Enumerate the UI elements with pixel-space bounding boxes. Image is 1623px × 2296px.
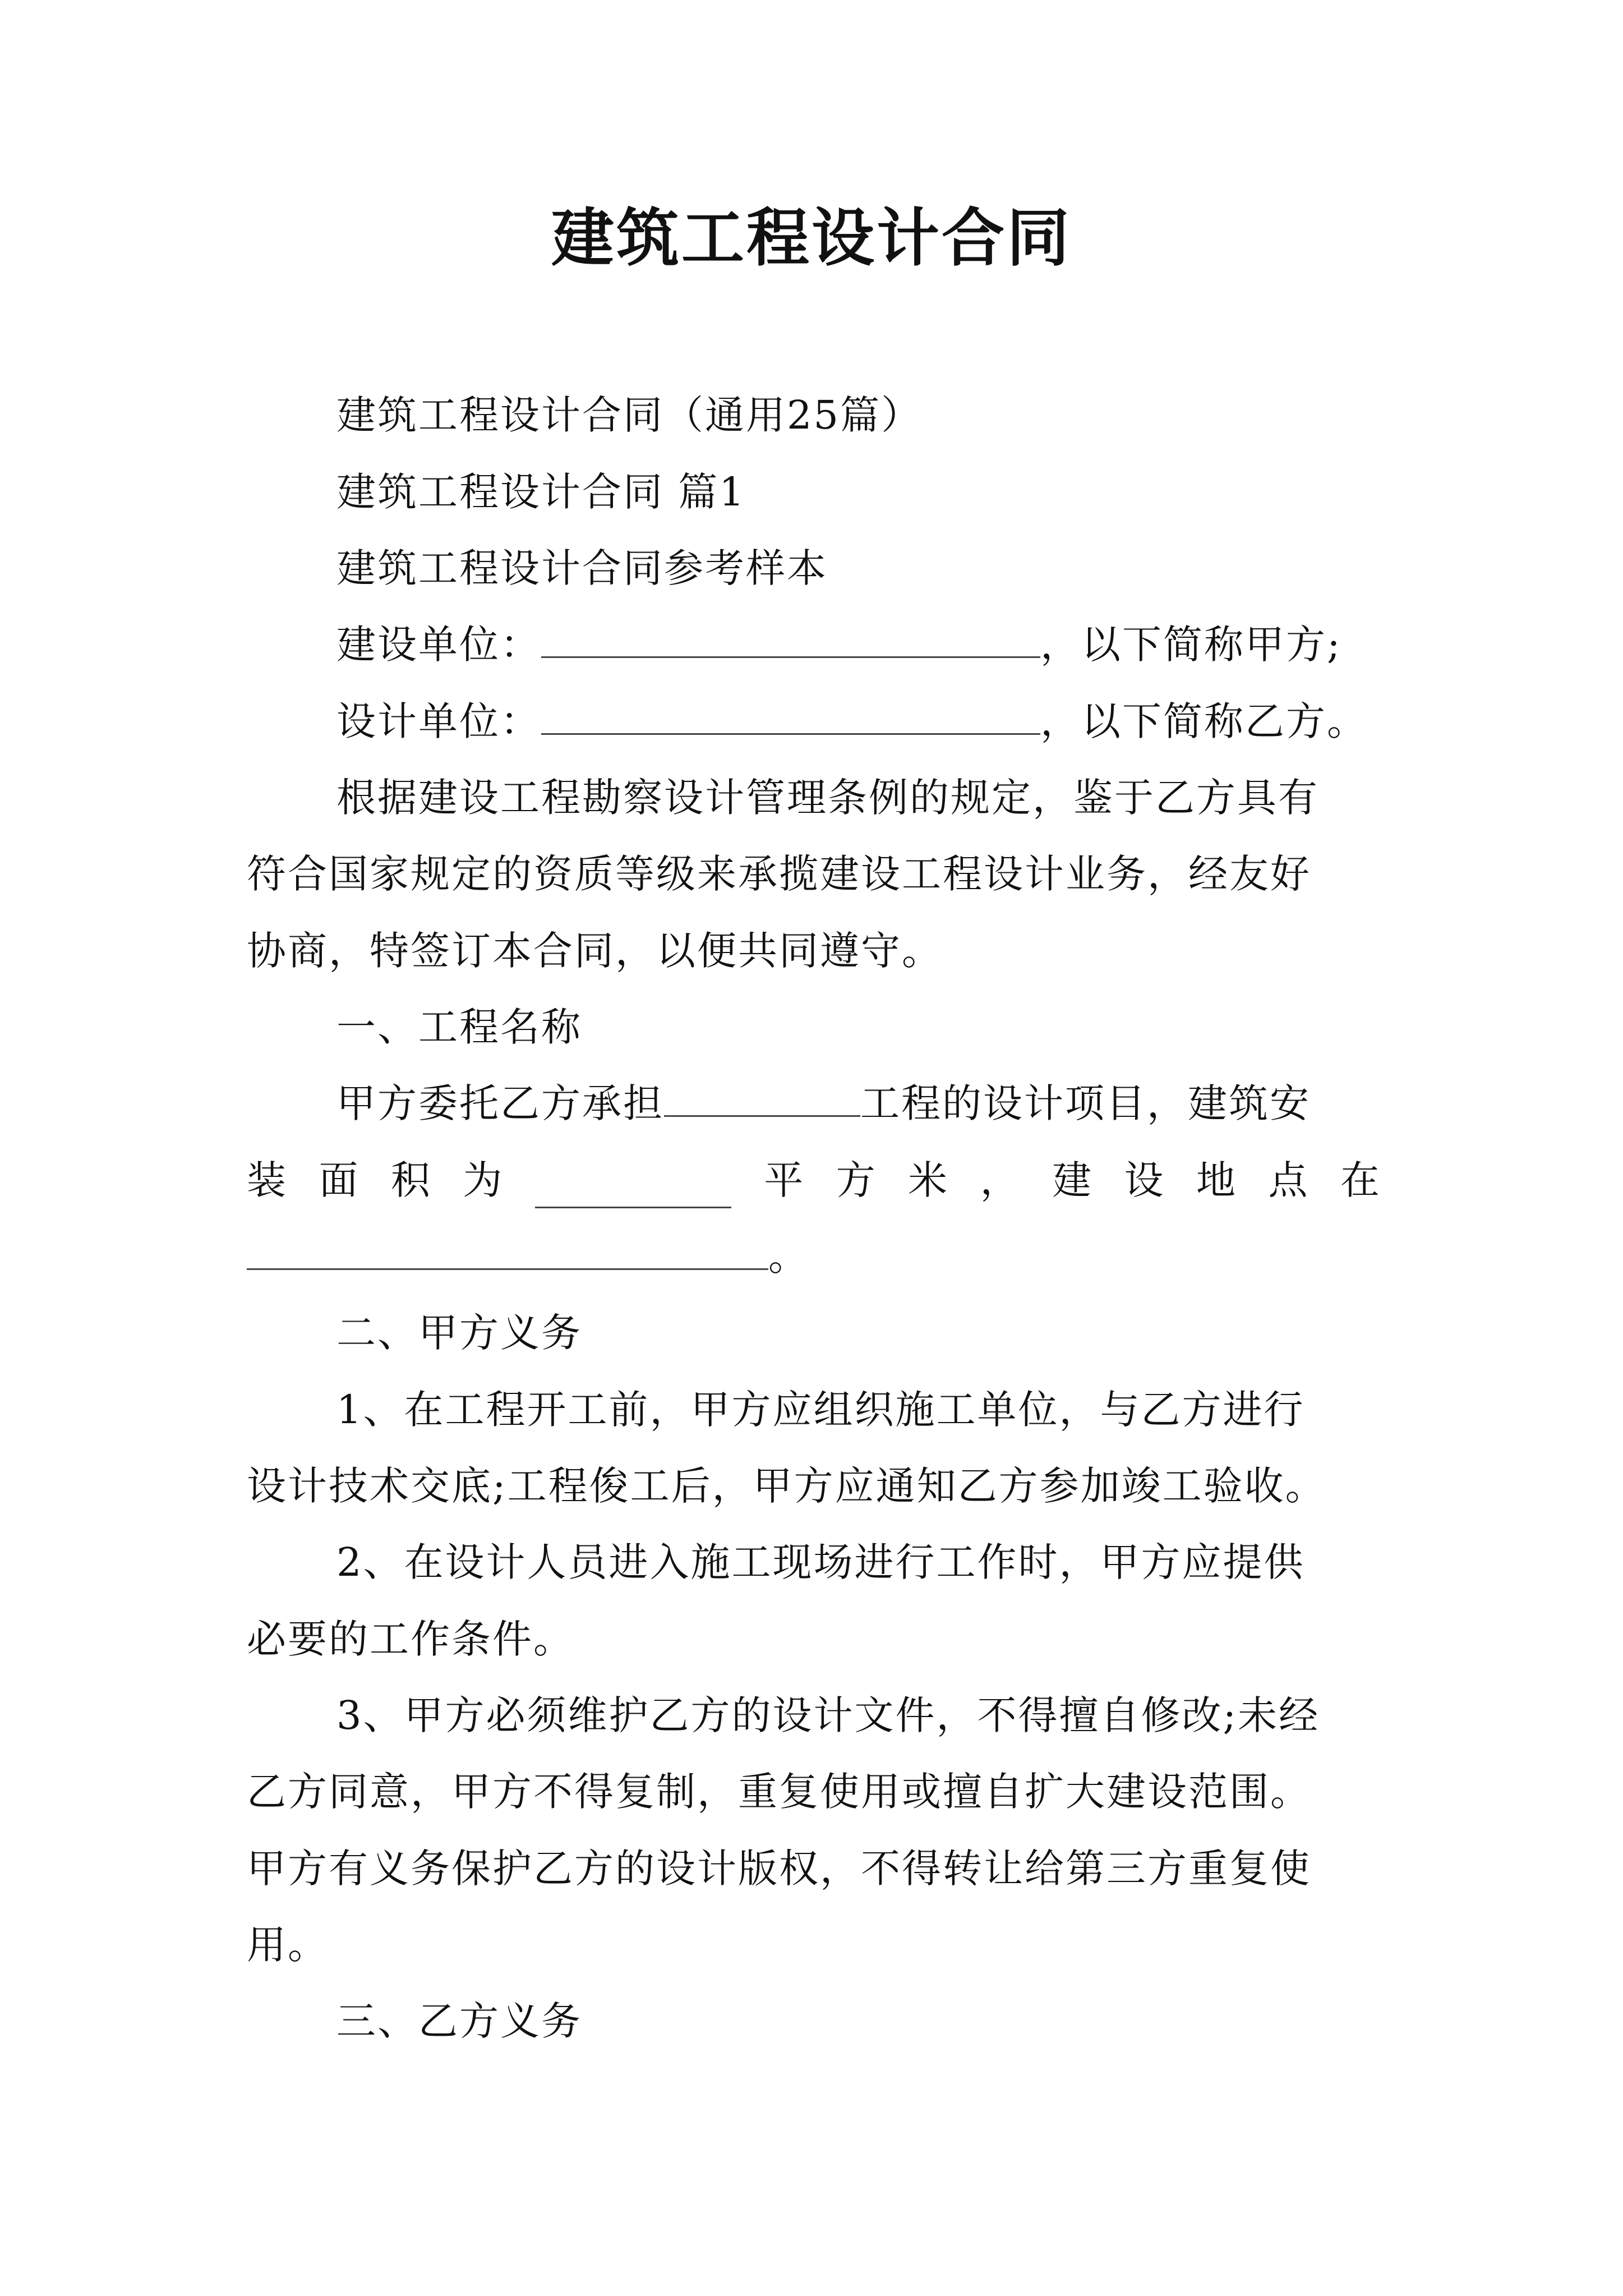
area-word: 积 [390, 1157, 430, 1203]
area-word: 面 [319, 1157, 358, 1203]
area-word: 装 [247, 1157, 286, 1203]
area-word: 点 [1268, 1157, 1308, 1203]
paragraph-line: 3、甲方必须维护乙方的设计文件，不得擅自修改;未经 [336, 1692, 1320, 1738]
location-end: 。 [768, 1234, 809, 1280]
paragraph-line: 乙方同意，甲方不得复制，重复使用或擅自扩大建设范围。 [247, 1769, 1311, 1815]
location-blank[interactable] [247, 1234, 768, 1270]
design-unit-blank[interactable] [541, 698, 1040, 735]
paragraph-line: 必要的工作条件。 [247, 1616, 574, 1662]
area-word: 米 [908, 1157, 948, 1203]
section-heading: 一、工程名称 [336, 1004, 582, 1050]
area-word: 平 [764, 1157, 804, 1203]
project-text: 甲方委托乙方承担 [336, 1080, 664, 1126]
area-word: 方 [836, 1157, 875, 1203]
area-word: 在 [1340, 1157, 1380, 1203]
area-line [247, 1152, 1380, 1208]
project-text: 工程的设计项目，建筑安 [860, 1080, 1311, 1126]
location-line [247, 1228, 809, 1285]
paragraph-line: 符合国家规定的资质等级来承揽建设工程设计业务，经友好 [247, 851, 1311, 897]
paragraph-line: 设计技术交底;工程俊工后，甲方应通知乙方参加竣工验收。 [247, 1463, 1326, 1509]
project-name-blank[interactable] [664, 1080, 860, 1117]
sample-line: 建筑工程设计合同参考样本 [336, 545, 828, 591]
paragraph-line: 2、在设计人员进入施工现场进行工作时，甲方应提供 [336, 1539, 1305, 1585]
paragraph-line: 根据建设工程勘察设计管理条例的规定，鉴于乙方具有 [336, 775, 1319, 821]
paragraph-line: 用。 [247, 1922, 329, 1968]
area-word: 设 [1124, 1157, 1164, 1203]
build-unit-suffix: ，以下简称甲方; [1040, 622, 1342, 668]
document-title: 建筑工程设计合同 [551, 201, 1072, 275]
section-heading: 二、甲方义务 [336, 1310, 582, 1356]
paragraph-line: 1、在工程开工前，甲方应组织施工单位，与乙方进行 [336, 1387, 1305, 1433]
chapter-line: 建筑工程设计合同 篇1 [336, 469, 746, 515]
build-unit-label: 建设单位： [336, 622, 541, 668]
design-unit-label: 设计单位： [336, 698, 541, 744]
section-heading: 三、乙方义务 [336, 1998, 582, 2044]
paragraph-line: 协商，特签订本合同，以便共同遵守。 [247, 928, 943, 974]
project-line [336, 1075, 1311, 1131]
area-word: 地 [1196, 1157, 1235, 1203]
design-unit-suffix: ，以下简称乙方。 [1040, 698, 1368, 744]
area-word: 为 [463, 1157, 502, 1203]
area-word: ， [980, 1157, 1020, 1203]
area-word: 建 [1052, 1157, 1092, 1203]
paragraph-line: 甲方有义务保护乙方的设计版权，不得转让给第三方重复使 [247, 1846, 1311, 1892]
area-blank[interactable] [535, 1172, 731, 1208]
build-unit-blank[interactable] [541, 622, 1040, 658]
design-unit-line [336, 693, 1368, 749]
subtitle-line: 建筑工程设计合同（通用25篇） [336, 392, 923, 438]
build-unit-line [336, 616, 1342, 673]
